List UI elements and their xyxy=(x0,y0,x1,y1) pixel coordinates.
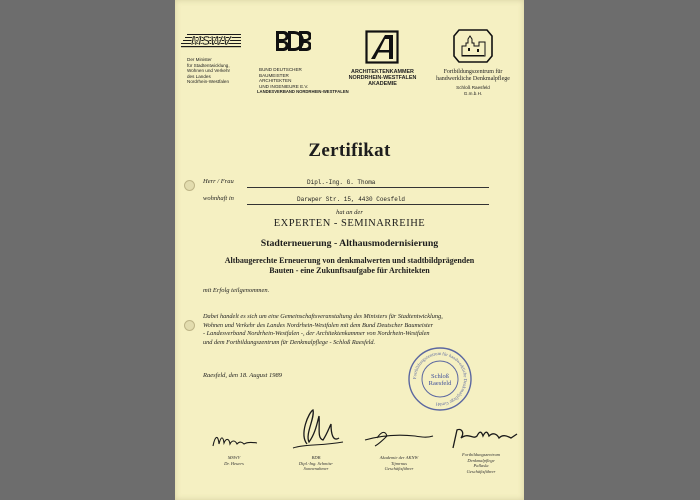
caption-line: BDB xyxy=(311,455,321,460)
caption-line: Dr. Heuers xyxy=(224,460,244,466)
fortbildung-sub: G.m.b.H. xyxy=(463,90,483,96)
mswv-logo-text: MSWV xyxy=(190,33,232,48)
mswv-line: Der Minister xyxy=(187,57,212,62)
recipient-prefix: Herr / Frau xyxy=(203,178,234,185)
certificate-page xyxy=(175,0,524,500)
akademie-line: NORDRHEIN-WESTFALEN xyxy=(348,75,417,82)
attended-text: hat an der xyxy=(336,209,363,216)
mswv-line: Wohnen und Verkehr xyxy=(187,68,231,74)
bdb-logo-mark xyxy=(275,30,311,60)
description xyxy=(203,313,513,347)
seminar-title: Stadterneuerung - Althausmodernisierung xyxy=(260,238,439,249)
castle-icon xyxy=(453,28,493,64)
seminar-subtitle-line: Altbaugerechte Erneuerung von denkmalwerten und stadtbildprägenden xyxy=(224,256,475,265)
caption-line: Geschäftsführer xyxy=(384,466,414,471)
akademie-line: AKADEMIE xyxy=(368,81,397,88)
mswv-logo xyxy=(181,33,251,85)
signature-1 xyxy=(209,428,269,452)
caption-line: Tijmrnus xyxy=(390,460,407,466)
caption-line: MSWV xyxy=(227,455,241,460)
stamp-center-line: Raesfeld xyxy=(428,380,452,387)
caption-line: Denkmalpflege xyxy=(467,457,495,463)
place-date: Raesfeld, den 18. August 1989 xyxy=(203,372,282,379)
recipient-address-rule xyxy=(247,204,489,205)
signature-caption-4 xyxy=(443,452,519,474)
description-line: Dabei handelt es sich um eine Gemeinschaftsveranstaltung des Ministers für Stadtentwicklung, xyxy=(203,313,443,320)
recipient-name: Dipl.-Ing. G. Thoma xyxy=(307,179,376,186)
stamp-center-line: Schloß xyxy=(430,373,450,380)
architektenkammer-icon xyxy=(365,30,399,64)
seminar-subtitle xyxy=(175,256,524,276)
signature-3 xyxy=(363,426,435,450)
bdb-subline: LANDESVERBAND NORDRHEIN-WESTFALEN xyxy=(257,89,349,95)
caption-line: Dipl.-Ing. Schmitz- xyxy=(298,460,334,466)
caption-line: Geschäftsführer xyxy=(466,468,496,474)
svg-text:Fortbildungszentrum für handwe: Fortbildungszentrum für handwerkliche Denkmalpflege GmbH xyxy=(411,350,469,408)
punch-hole-top xyxy=(184,180,195,191)
fortbildung-line: handwerkliche Denkmalpflege xyxy=(436,76,510,82)
bdb-line: UND INGENIEURE E.V. xyxy=(259,83,309,89)
description-line: und dem Fortbildungszentrum für Denkmalpflege - Schloß Raesfeld. xyxy=(203,338,376,346)
bdb-line: BUND DEUTSCHER xyxy=(259,67,302,72)
punch-hole-bottom xyxy=(184,320,195,331)
mswv-logo-mark xyxy=(181,33,243,49)
description-line: - Landesverband Nordrhein-Westfalen -, der Architektenkammer von Nordrhein-Westfalen xyxy=(203,330,430,337)
description-line: Wohnen und Verkehr des Landes Nordrhein-Westfalen mit dem Bund Deutscher Baumeister xyxy=(203,321,434,329)
official-stamp xyxy=(407,346,473,412)
success-text: mit Erfolg teilgenommen. xyxy=(203,287,270,294)
akademie-logo xyxy=(340,30,425,88)
caption-line: Sonnenahmer xyxy=(303,466,329,471)
seminar-series: EXPERTEN - SEMINARREIHE xyxy=(273,218,426,229)
fortbildung-sub: Schloß Raesfeld xyxy=(456,85,490,90)
signature-4 xyxy=(445,424,519,452)
caption-line: Fortbildungszentrum xyxy=(461,452,500,457)
recipient-name-rule xyxy=(247,187,489,188)
bdb-line: ARCHITEKTEN xyxy=(259,78,292,84)
signature-2 xyxy=(287,404,345,454)
fortbildung-logo xyxy=(427,28,519,96)
certificate-title: Zertifikat xyxy=(308,140,391,161)
caption-line: Pallasla xyxy=(473,463,489,468)
signature-caption-2 xyxy=(281,455,351,472)
recipient-address-label: wohnhaft in xyxy=(203,195,234,202)
seminar-subtitle-line: Bauten - eine Zukunftsaufgabe für Architekten xyxy=(269,266,430,275)
akademie-line: ARCHITEKTENKAMMER xyxy=(351,69,414,75)
recipient-address: Darwper Str. 15, 4430 Coesfeld xyxy=(297,196,406,203)
mswv-line: Nordrhein-Westfalen xyxy=(187,79,230,85)
mswv-line: des Landes xyxy=(187,73,211,79)
signature-caption-1 xyxy=(199,455,269,466)
fortbildung-line: Fortbildungszentrum für xyxy=(443,69,503,75)
signature-caption-3 xyxy=(363,455,435,472)
caption-line: Akademie der AKNW xyxy=(379,455,419,460)
bdb-line: BAUMEISTER xyxy=(259,72,289,78)
bdb-logo xyxy=(257,30,349,95)
mswv-line: für Stadtentwicklung, xyxy=(187,62,230,68)
